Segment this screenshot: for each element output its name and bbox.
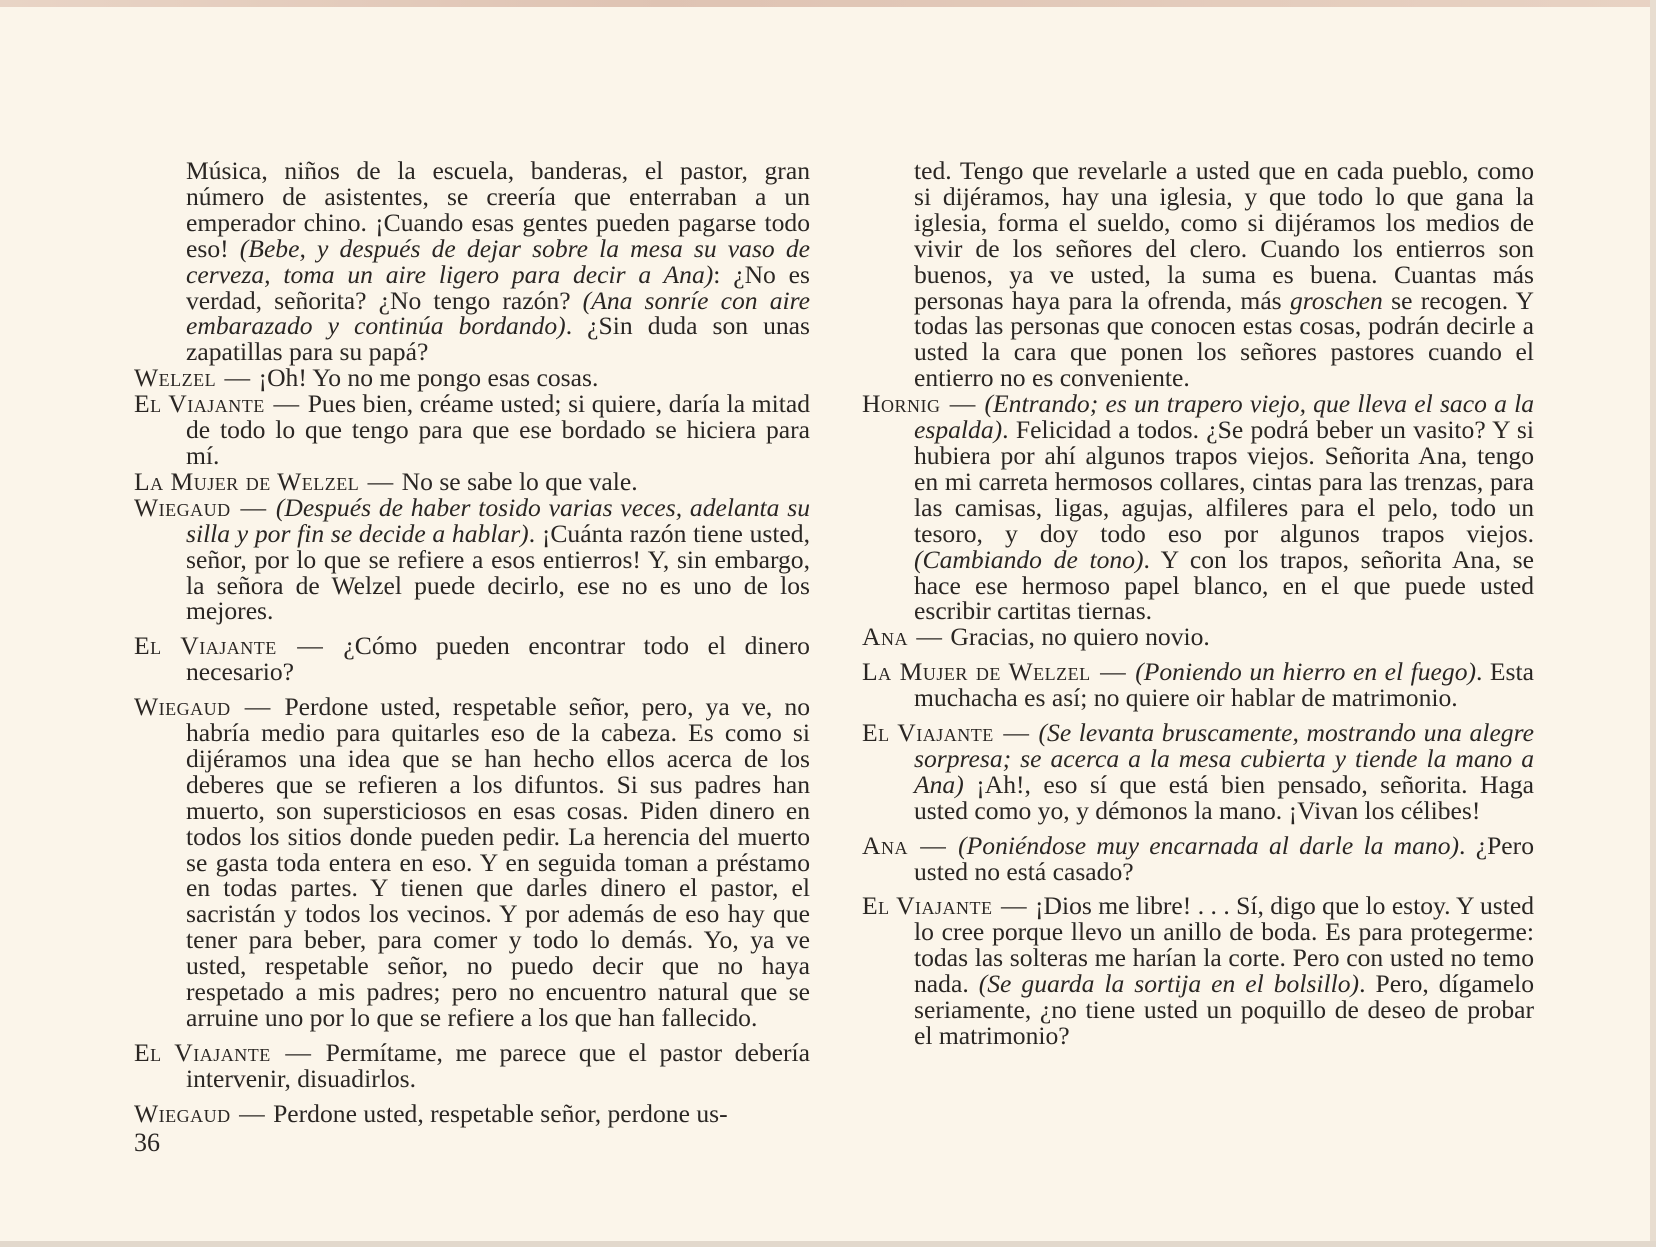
dialogue-line bbox=[862, 391, 1534, 624]
speaker-name: El Viajante bbox=[134, 389, 265, 419]
dialogue-text: . ¿Sin duda son unas zapatillas para su papá? bbox=[186, 311, 811, 367]
dialogue-text: . ¿Pero usted no está casado? bbox=[914, 830, 1534, 886]
speaker-dash: — bbox=[920, 830, 946, 860]
dialogue-text: Gracias, no quiero novio. bbox=[950, 622, 1210, 652]
left-text-column bbox=[134, 158, 810, 1127]
dialogue-text: ¡Oh! Yo no me pongo esas cosas. bbox=[258, 363, 599, 393]
dialogue-text: ted. Tengo que revelarle a usted que en cada pueblo, como si dijéramos, hay una iglesia, y que todo lo que gana la iglesia, forma el sueldo, como si dijéramos los medios de vivir de los señores del clero. Cuando los entierros son buenos, ya ve usted, la suma es buena. Cuantas más personas haya para la ofrenda, más bbox=[914, 156, 1534, 315]
speaker-dash: — bbox=[244, 692, 271, 722]
dialogue-text: ¿Cómo pueden encontrar todo el dinero necesario? bbox=[186, 631, 810, 687]
dialogue-text: . Esta muchacha es así; no quiere oir hablar de matrimonio. bbox=[914, 657, 1534, 713]
speaker-name: Welzel bbox=[134, 363, 217, 393]
speaker-dash: — bbox=[1003, 718, 1029, 748]
dialogue-line bbox=[862, 830, 1534, 886]
dialogue-text: ¡Dios me libre! . . . Sí, digo que lo estoy. Y usted lo cree porque llevo un anillo de boda. Es para protegerme: todas las solteras me harían la corte. Pero con usted no temo nada. bbox=[914, 891, 1534, 999]
dialogue-line bbox=[862, 659, 1534, 711]
speaker-dash: — bbox=[240, 492, 267, 522]
dialogue-text: No se sabe lo que vale. bbox=[401, 466, 638, 496]
speaker-dash: — bbox=[273, 389, 300, 419]
stage-direction: (Poniendo un hierro en el fuego) bbox=[1135, 657, 1477, 687]
dialogue-text: ¡Ah!, eso sí que está bien pensado, señorita. Haga usted como yo, y démonos la mano. ¡Vivan los célibes! bbox=[914, 769, 1534, 825]
page-top-edge bbox=[0, 0, 1656, 7]
speaker-name: Wiegaud bbox=[134, 1098, 231, 1128]
speaker-name: Hornig bbox=[862, 389, 941, 419]
speaker-dash: — bbox=[916, 622, 942, 652]
speaker-dash: — bbox=[949, 389, 976, 419]
dialogue-line bbox=[134, 492, 810, 626]
dialogue-text: : ¿No es verdad, señorita? ¿No tengo razón? bbox=[186, 259, 810, 315]
dialogue-line bbox=[862, 893, 1534, 1048]
speaker-name: Ana bbox=[862, 622, 908, 652]
dialogue-line bbox=[134, 1098, 810, 1128]
continued-paragraph bbox=[862, 158, 1534, 391]
speaker-name: La Mujer de Welzel bbox=[862, 657, 1091, 687]
dialogue-text: Música, niños de la escuela, banderas, el pastor, gran número de asistentes, se creería que enterraban a un emperador chino. ¡Cuando esas gentes pueden pagarse todo eso! bbox=[186, 156, 810, 263]
speaker-name: El Viajante bbox=[862, 891, 993, 921]
dialogue-text: Perdone usted, respetable señor, perdone us- bbox=[273, 1098, 728, 1128]
speaker-name: Wiegaud bbox=[134, 692, 231, 722]
dialogue-text: . ¡Cuánta razón tiene usted, señor, por lo que se refiere a esos entierros! Y, sin embargo, la señora de Welzel puede decirlo, ese no es uno de los mejores. bbox=[186, 518, 810, 626]
speaker-name: La Mujer de Welzel bbox=[134, 466, 360, 496]
dialogue-line bbox=[134, 694, 810, 1031]
dialogue-line bbox=[862, 624, 1534, 650]
dialogue-text: Pues bien, créame usted; si quiere, daría la mitad de todo lo que tengo para que ese bordado se hiciera para mí. bbox=[186, 389, 810, 470]
speaker-dash: — bbox=[1100, 657, 1126, 687]
speaker-dash: — bbox=[367, 466, 394, 496]
stage-direction: groschen bbox=[1289, 285, 1383, 315]
dialogue-text: . Y con los trapos, señorita Ana, se hace ese hermoso papel blanco, en el que puede usted escribir cartitas tiernas. bbox=[914, 544, 1534, 626]
dialogue-text: Perdone usted, respetable señor, pero, ya ve, no habría medio para quitarles eso de la cabeza. Es como si dijéramos una idea que se han hecho ellos acerca de los deberes que se refieren a los difuntos. Si sus padres han muerto, son supersticiosos en esas cosas. Piden dinero en todos los sitios donde pueden pedir. La herencia del muerto se gasta toda entera en eso. Y en seguida toman a préstamo en todas partes. Y tienen que darles dinero el pastor, el sacristán y todos los vecinos. Y por además de eso hay que tener para beber, para comer y todo lo demás. Yo, ya ve usted, respetable señor, no puedo decir que no haya respetado a mis padres; pero no encuentro natural que se arruine uno por lo que se refiere a los que han fallecido. bbox=[186, 692, 811, 1032]
dialogue-text: se recogen. Y todas las personas que conocen estas cosas, podrán decirle a usted la cara que ponen los señores pastores cuando el entierro no es conveniente. bbox=[914, 285, 1534, 393]
dialogue-line bbox=[134, 1037, 810, 1093]
stage-direction: (Poniéndose muy encarnada al darle la mano) bbox=[958, 830, 1460, 860]
stage-direction: (Ana sonríe con aire embarazado y continúa bordando) bbox=[186, 285, 810, 341]
dialogue-text: . Felicidad a todos. ¿Se podrá beber un vasito? Y si hubiera por ahí algunos trapos viejos. Señorita Ana, tengo en mi carreta hermosos collares, cintas para las trenzas, para las camisas, ligas, agujas, alfileres para el pelo, todo un tesoro, y doy todo eso por algunos trapos viejos. bbox=[914, 415, 1534, 548]
speaker-name: El Viajante bbox=[134, 631, 277, 661]
page-right-edge bbox=[1650, 0, 1656, 1247]
speaker-name: El Viajante bbox=[134, 1037, 271, 1067]
stage-direction: (Se levanta bruscamente, mostrando una alegre sorpresa; se acerca a la mesa cubierta y tiende la mano a Ana) bbox=[914, 718, 1534, 799]
dialogue-text: Permítame, me parece que el pastor debería intervenir, disuadirlos. bbox=[186, 1037, 810, 1093]
stage-direction: (Entrando; es un trapero viejo, que lleva el saco a la espalda) bbox=[914, 389, 1534, 445]
dialogue-text: . Pero, dígamelo seriamente, ¿no tiene usted un poquillo de deseo de probar el matrimonio? bbox=[914, 969, 1535, 1050]
speaker-name: Ana bbox=[862, 830, 908, 860]
dialogue-line bbox=[134, 365, 810, 391]
stage-direction: (Se guarda la sortija en el bolsillo) bbox=[978, 969, 1360, 999]
stage-direction: (Después de haber tosido varias veces, adelanta su silla y por fin se decide a hablar) bbox=[186, 492, 810, 548]
page-number: 36 bbox=[134, 1128, 160, 1157]
dialogue-line bbox=[862, 720, 1534, 824]
stage-direction: (Bebe, y después de dejar sobre la mesa su vaso de cerveza, toma un aire ligero para decir a Ana) bbox=[186, 233, 810, 289]
speaker-name: El Viajante bbox=[862, 718, 994, 748]
continued-paragraph bbox=[134, 158, 810, 365]
speaker-dash: — bbox=[297, 631, 323, 661]
speaker-dash: — bbox=[1000, 891, 1027, 921]
page-bottom-edge bbox=[0, 1241, 1656, 1247]
dialogue-line bbox=[134, 391, 810, 469]
dialogue-line bbox=[134, 466, 810, 496]
dialogue-line bbox=[134, 633, 810, 685]
speaker-dash: — bbox=[239, 1098, 265, 1128]
speaker-dash: — bbox=[285, 1037, 311, 1067]
right-text-column bbox=[862, 158, 1534, 1049]
speaker-dash: — bbox=[224, 363, 251, 393]
stage-direction: (Cambiando de tono) bbox=[914, 544, 1144, 574]
speaker-name: Wiegaud bbox=[134, 492, 231, 522]
